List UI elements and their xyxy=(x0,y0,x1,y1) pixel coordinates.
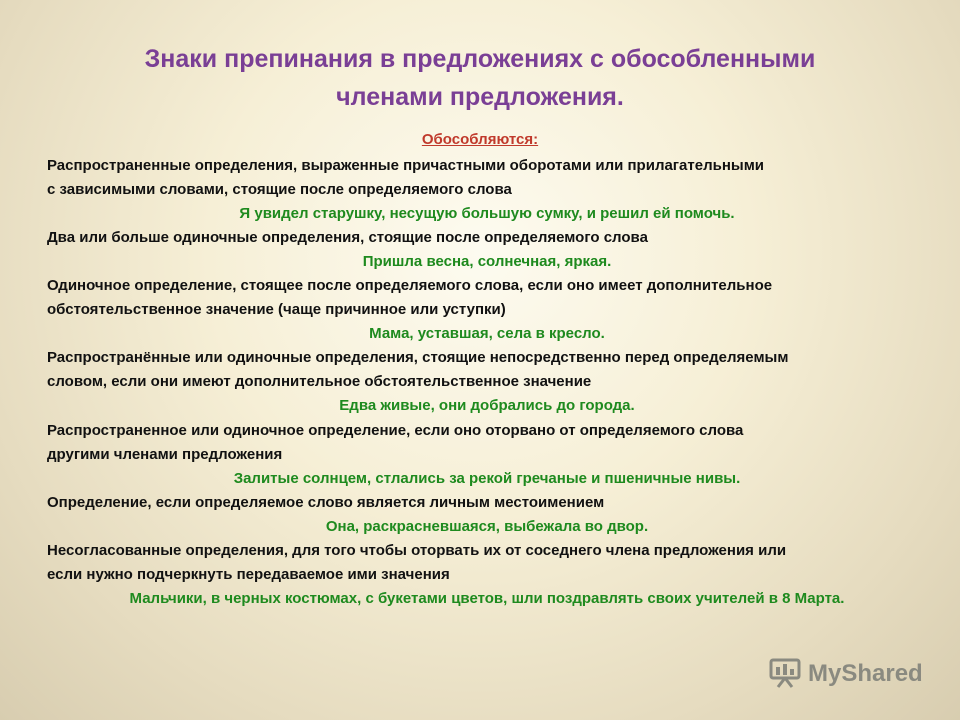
section-heading: Обособляются: xyxy=(421,131,539,148)
logo-text: MyShared xyxy=(808,660,923,687)
rule-text-line: Определение, если определяемое слово является личным местоимением xyxy=(47,493,605,511)
rule-text-line: Распространённые или одиночные определения, стоящие непосредственно перед определяемым xyxy=(47,349,789,367)
presentation-board-icon xyxy=(768,655,802,694)
rule-text-line: Несогласованные определения, для того чтобы оторвать их от соседнего члена предложения или xyxy=(47,541,787,559)
rule-text-line: Одиночное определение, стоящее после определяемого слова, если оно имеет дополнительное xyxy=(47,277,773,295)
rule-6 xyxy=(47,491,927,539)
rule-example: Я увидел старушку, несущую большую сумку, и решил ей помочь. xyxy=(239,205,735,223)
rule-example: Едва живые, они добрались до города. xyxy=(339,397,635,415)
rule-text-line: словом, если они имеют дополнительное обстоятельственное значение xyxy=(47,373,592,391)
rule-text-line: Два или больше одиночные определения, стоящие после определяемого слова xyxy=(47,229,648,247)
rule-example: Она, раскрасневшаяся, выбежала во двор. xyxy=(325,517,649,535)
rule-example: Мальчики, в черных костюмах, с букетами цветов, шли поздравлять своих учителей в 8 Марта. xyxy=(129,589,845,607)
rule-4 xyxy=(47,346,927,418)
rules-list xyxy=(47,154,927,611)
slide-title xyxy=(0,40,960,116)
rule-text-line: обстоятельственное значение (чаще причинное или уступки) xyxy=(47,301,506,319)
rule-text-line: другими членами предложения xyxy=(47,445,283,463)
rule-7 xyxy=(47,539,927,611)
rule-example: Мама, уставшая, села в кресло. xyxy=(369,325,605,343)
rule-text-line: Распространенное или одиночное определение, если оно оторвано от определяемого слова xyxy=(47,421,744,439)
rule-2 xyxy=(47,226,927,274)
slide-title-line-1: Знаки препинания в предложениях с обособленными xyxy=(144,45,816,73)
rule-text-line: Распространенные определения, выраженные причастными оборотами или прилагательными xyxy=(47,157,765,174)
rule-example: Залитые солнцем, стлались за рекой гречаные и пшеничные нивы. xyxy=(233,469,741,487)
rule-1 xyxy=(47,154,927,226)
rule-3 xyxy=(47,274,927,346)
myshared-logo[interactable] xyxy=(768,656,923,692)
rule-example: Пришла весна, солнечная, яркая. xyxy=(362,253,612,271)
rule-5 xyxy=(47,419,927,491)
rule-text-line: с зависимыми словами, стоящие после определяемого слова xyxy=(47,181,512,199)
slide-title-line-2: членами предложения. xyxy=(336,83,624,111)
rule-text-line: если нужно подчеркнуть передаваемое ими значения xyxy=(47,565,450,583)
